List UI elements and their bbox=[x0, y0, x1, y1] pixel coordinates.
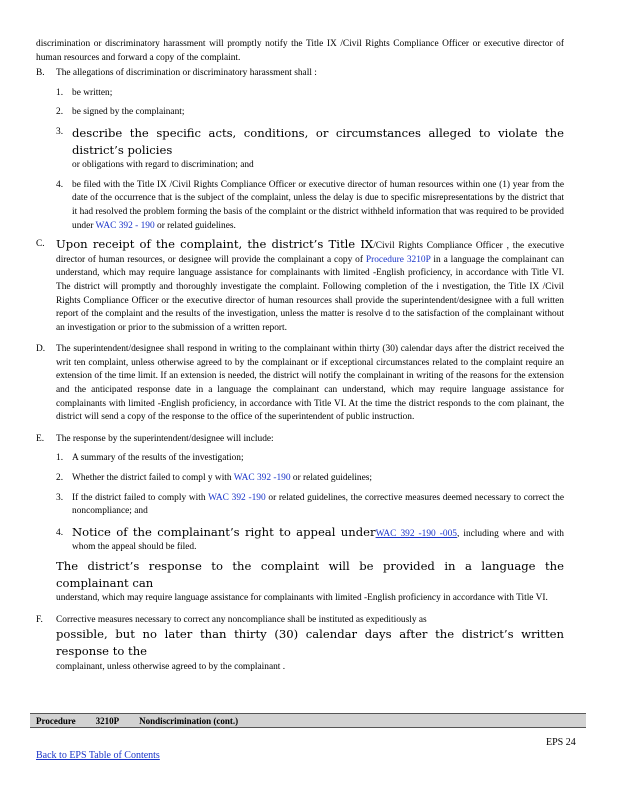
list-item: 4. Notice of the complainant’s right to appeal underWAC 392 -190 -005, including where and with whom the appeal should be filed. bbox=[56, 524, 564, 553]
section-e-note: The district’s response to the complaint will be provided in a language the complainant can understand, which may require language assistance for complainants with limited -English proficiency in accordance with Title VI. bbox=[56, 559, 564, 604]
procedure-link[interactable]: Procedure 3210P bbox=[365, 254, 431, 265]
section-label: D. bbox=[36, 344, 46, 355]
section-label: F. bbox=[36, 614, 43, 625]
list-item: 1. A summary of the results of the investigation; bbox=[56, 453, 244, 464]
document-body bbox=[36, 38, 564, 674]
section-d-text: The superintendent/designee shall respond in writing to the complainant within thirty (30) calendar days after the district received the writ ten complaint, unless otherwise agreed to by the complainant or if exceptional circumstances related to the complaint require an extension of the time limit. If an extension is needed, the district will notify the complainant in writing of the reasons for the extension and the anticipated response date in a language the complainant can understand, which may require language assistance for complainants with limited -English proficiency, in accordance with Title VI. At the time the district responds to the com plainant, the district will send a copy of the response to the office of the superintendent of public instruction. bbox=[56, 344, 564, 423]
footer-number: 3210P bbox=[95, 716, 120, 726]
section-e-text: The response by the superintendent/designee will include: bbox=[56, 433, 274, 444]
page-number: EPS 24 bbox=[546, 737, 576, 748]
list-item: 4. be filed with the Title IX /Civil Rights Compliance Officer or executive director of human resources within one (1) year from the date of the occurrence that is the subject of the complaint, unless the delay is due to specific misrepresentations by the district that it had resolved the problem forming the basis of the complaint or the district withheld information that was required to be provided under WAC 392 - 190 or related guidelines. bbox=[56, 179, 564, 231]
section-b bbox=[36, 67, 564, 81]
list-item: 3. describe the specific acts, conditions, or circumstances alleged to violate the district’s policies or obligations with regard to discrimination; and bbox=[56, 125, 564, 171]
wac-link[interactable]: WAC 392 -190 bbox=[233, 473, 291, 484]
wac-link[interactable]: WAC 392 - 190 bbox=[95, 220, 155, 231]
back-link[interactable]: Back to EPS Table of Contents bbox=[36, 750, 160, 761]
section-f: F. Corrective measures necessary to correct any noncompliance shall be instituted as expeditiously as possible, but no later than thirty (30) calendar days after the district’s written response to the complainant, unless otherwise agreed to by the complainant . bbox=[36, 614, 564, 672]
list-item: 1. be written; bbox=[56, 87, 113, 98]
section-e bbox=[36, 433, 564, 447]
list-item: 3. If the district failed to comply with WAC 392 -190 or related guidelines, the corrective measures deemed necessary to correct the noncompliance; and bbox=[56, 492, 565, 517]
footer-title: Nondiscrimination (cont.) bbox=[139, 716, 239, 726]
section-b-text: The allegations of discrimination or discriminatory harassment shall : bbox=[56, 68, 317, 79]
section-d bbox=[36, 343, 564, 425]
wac-link[interactable]: WAC 392 -190 bbox=[208, 492, 266, 503]
list-item: 2. Whether the district failed to compl y with WAC 392 -190 or related guidelines; bbox=[56, 473, 373, 484]
section-label: C. bbox=[36, 239, 45, 250]
footer-procedure: Procedure bbox=[36, 716, 76, 726]
list-item: 2. be signed by the complainant; bbox=[56, 107, 185, 118]
section-label: B. bbox=[36, 68, 45, 79]
procedure-footer-bar bbox=[30, 713, 586, 728]
wac-appeal-link[interactable]: WAC 392 -190 -005 bbox=[375, 528, 457, 539]
section-c: C. Upon receipt of the complaint, the district’s Title IX/Civil Rights Compliance Officer , the executive director of human resources, or designee will provide the complainant a copy of Procedure 3210P in a language the complainant can understand, which may require language assistance for complainants with limited -English proficiency, in accordance with Title VI. The district will promptly and thoroughly investigate the complaint. Following completion of the i nvestigation, the Title IX /Civil Rights Compliance Officer or the executive director of human resources shall provide the superintendent/designee with a full written report of the complaint and the results of the investigation, unless the matter is resolve d to the satisfaction of the complainant without an investigation or prior to the submission of a written report. bbox=[36, 237, 565, 333]
intro-paragraph: discrimination or discriminatory harassment will promptly notify the Title IX /Civil Rights Compliance Officer or executive director of human resources and forward a copy of the complaint. bbox=[36, 39, 564, 63]
section-label: E. bbox=[36, 433, 45, 444]
